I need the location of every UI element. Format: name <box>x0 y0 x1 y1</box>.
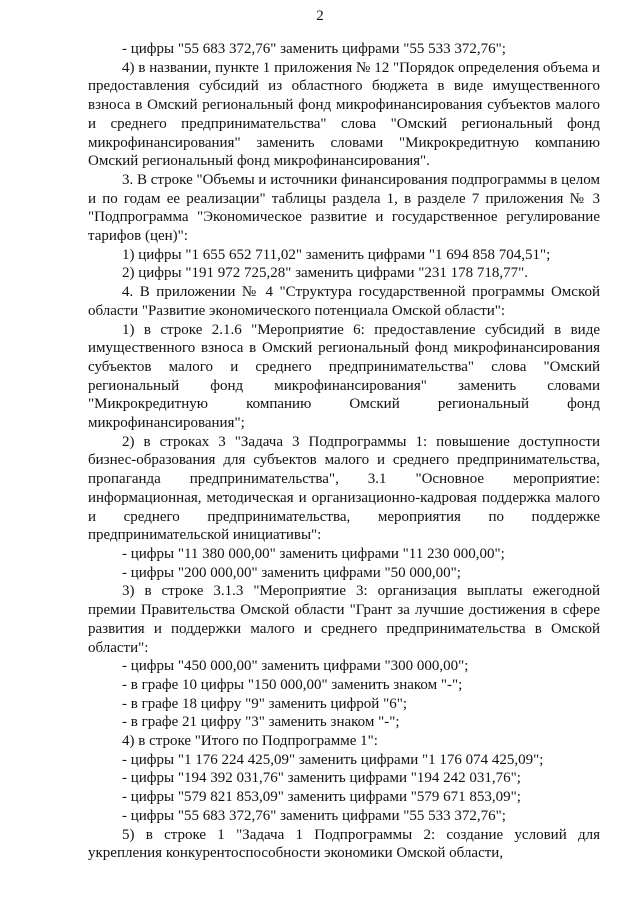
paragraph: 2) цифры "191 972 725,28" заменить цифрами "231 178 718,77". <box>122 265 528 282</box>
paragraph: 5) в строке 1 "Задача 1 Подпрограммы 2: создание условий для укрепления конкурентоспособности экономики Омской области, <box>88 826 600 862</box>
paragraph: - в графе 18 цифру "9" заменить цифрой "6"; <box>122 695 407 712</box>
paragraph: 4) в строке "Итого по Подпрограмме 1": <box>122 733 378 750</box>
paragraph: - цифры "194 392 031,76" заменить цифрами "194 242 031,76"; <box>122 770 521 787</box>
paragraph: 1) цифры "1 655 652 711,02" заменить цифрами "1 694 858 704,51"; <box>122 246 551 263</box>
paragraph: 2) в строках 3 "Задача 3 Подпрограммы 1: повышение доступности бизнес-образования для субъектов малого и среднего предпринимательства, пропаганда предпринимательства", 3.1 "Основное мероприятие: информационная, методическая и организационно-кадровая поддержка малого и среднего предпринимательства, мероприятия по поддержке предпринимательской инициативы": <box>88 433 600 544</box>
paragraph: 3) в строке 3.1.3 "Мероприятие 3: организация выплаты ежегодной премии Правительства Омской области "Грант за лучшие достижения в сфере развития и поддержки малого и среднего предпринимательства в Омской области": <box>88 583 600 656</box>
paragraph: - цифры "11 380 000,00" заменить цифрами "11 230 000,00"; <box>122 545 505 562</box>
paragraph: 4. В приложении № 4 "Структура государственной программы Омской области "Развитие экономического потенциала Омской области": <box>88 284 600 319</box>
paragraph: - цифры "579 821 853,09" заменить цифрами "579 671 853,09"; <box>122 789 521 806</box>
page-number: 2 <box>316 8 324 24</box>
paragraph: - в графе 10 цифры "150 000,00" заменить знаком "-"; <box>122 676 463 693</box>
paragraph: - в графе 21 цифру "3" заменить знаком "-"; <box>122 714 400 731</box>
paragraph: 1) в строке 2.1.6 "Мероприятие 6: предоставление субсидий в виде имущественного взноса в Омский региональный фонд микрофинансирования субъектов малого и среднего предпринимательства" слова "Омский региональный фонд микрофинансирования" заменить словами "Микрокредитную компанию Омский региональный фонд микрофинансирования"; <box>88 321 600 432</box>
paragraph: - цифры "1 176 224 425,09" заменить цифрами "1 176 074 425,09"; <box>122 751 544 768</box>
paragraph: 3. В строке "Объемы и источники финансирования подпрограммы в целом и по годам ее реализации" таблицы раздела 1, в разделе 7 приложения № 3 "Подпрограмма "Экономическое развитие и государственное регулирование тарифов (цен)": <box>88 171 600 245</box>
paragraph: 4) в названии, пункте 1 приложения № 12 "Порядок определения объема и предоставления субсидий из областного бюджета в виде имущественного взноса в Омский региональный фонд микрофинансирования субъектов малого и среднего предпринимательства" слова "Омский региональный фонд микрофинансирования" заменить словами "Микрокредитную компанию Омский региональный фонд микрофинансирования". <box>88 59 600 170</box>
document-body <box>88 40 600 863</box>
paragraph: - цифры "55 683 372,76" заменить цифрами "55 533 372,76"; <box>122 807 506 824</box>
paragraph: - цифры "200 000,00" заменить цифрами "50 000,00"; <box>122 564 461 581</box>
paragraph: - цифры "450 000,00" заменить цифрами "300 000,00"; <box>122 658 469 675</box>
paragraph: - цифры "55 683 372,76" заменить цифрами "55 533 372,76"; <box>122 41 506 57</box>
